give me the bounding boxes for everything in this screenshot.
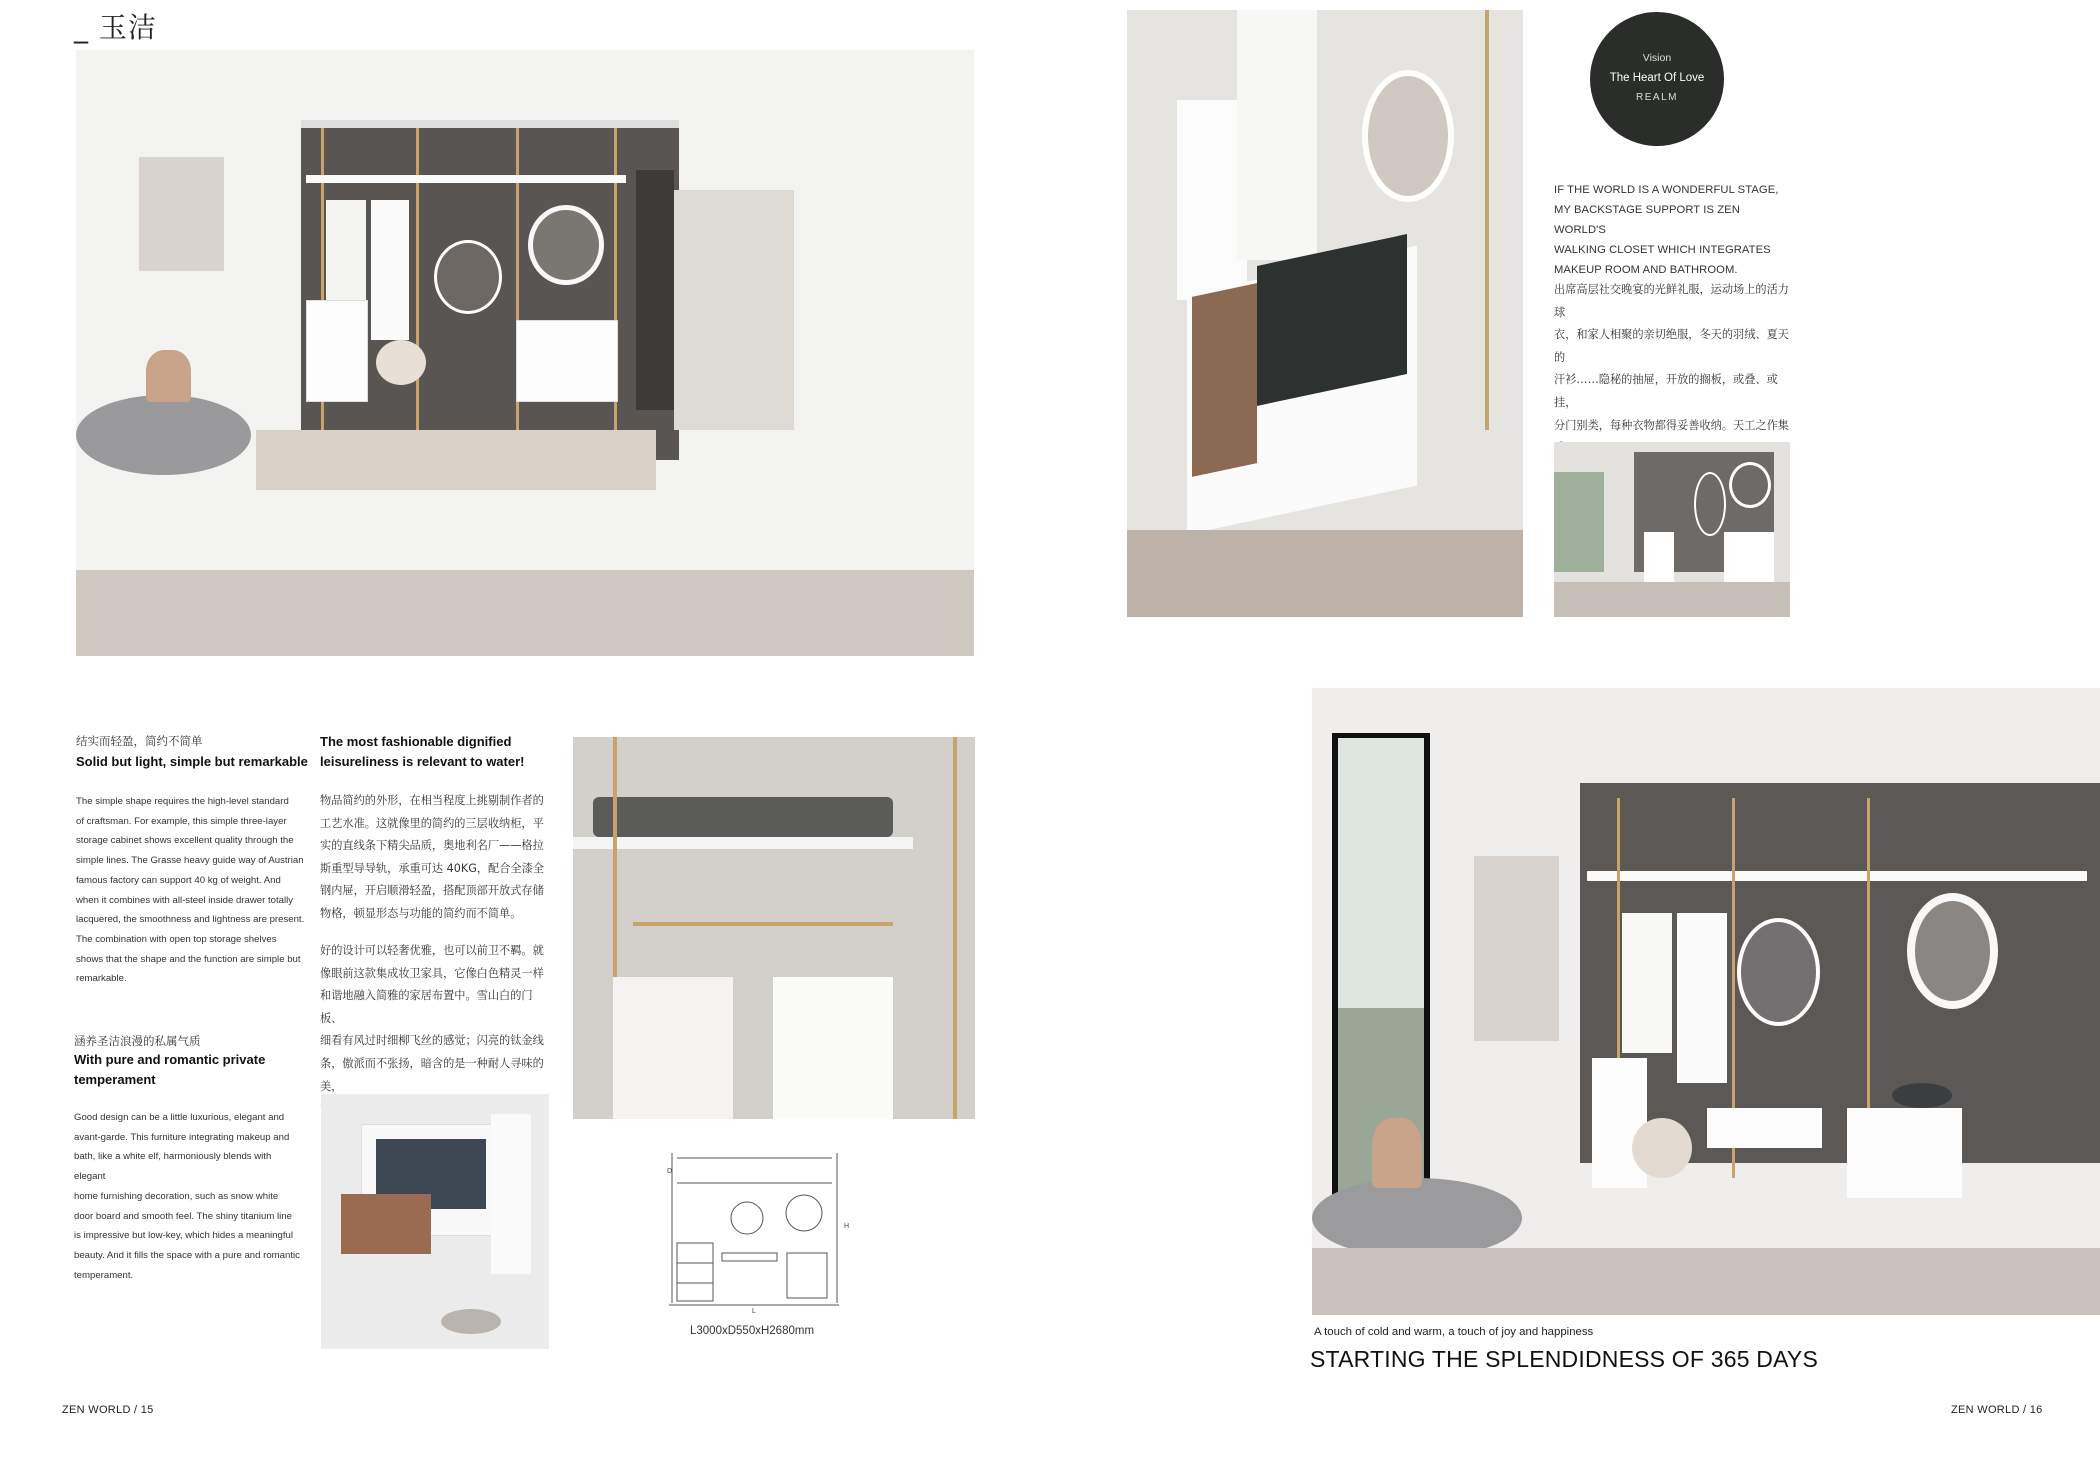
col1-en-heading-1: Solid but light, simple but remarkable [76, 754, 308, 769]
diagram-label-d: D [667, 1168, 673, 1175]
vanity-drawer-photo [1127, 10, 1523, 617]
drawer-detail-photo [321, 1094, 549, 1349]
hero-photo-closet [76, 50, 974, 656]
dimension-label: L3000xD550xH2680mm [690, 1325, 815, 1337]
footer-page-left: ZEN WORLD / 15 [62, 1404, 154, 1416]
col1-en-heading-2: With pure and romantic private temperament [74, 1052, 266, 1087]
diagram-label-h: H [844, 1223, 850, 1230]
vision-badge [1590, 12, 1724, 146]
diagram-label-l: L [752, 1308, 756, 1315]
brand-title: _ 玉洁 [74, 11, 157, 44]
badge-line-2: The Heart Of Love [1609, 72, 1705, 84]
closet-room-photo [1312, 688, 2100, 1315]
dimension-diagram [667, 1143, 855, 1315]
col1-cn-heading-1: 结实而轻盈，简约不简单 [76, 734, 203, 748]
stage-paragraph: IF THE WORLD IS A WONDERFUL STAGE, MY BACKSTAGE SUPPORT IS ZEN WORLD'S WALKING CLOSET WHICH INTEGRATES MAKEUP ROOM AND BATHROOM. [1554, 184, 1779, 276]
col1-cn-heading-2: 涵养圣洁浪漫的私属气质 [74, 1034, 201, 1048]
badge-line-1: Vision [1642, 52, 1672, 64]
col2-body-1: 物品简约的外形，在相当程度上挑剔制作者的 工艺水准。这就像里的简约的三层收纳柜，平 实的直线条下精尖品质，奥地利名厂——格拉 斯重型导导轨，承重可达 40KG，配合全漆全 钢内屉，开启顺滑轻盈，搭配顶部开放式存储 物格，顿显形态与功能的简约而不简单。 [320, 794, 544, 920]
stage-cn-paragraph: 出席高层社交晚宴的光鲜礼服，运动场上的活力球 衣，和家人相聚的亲切绝服，冬天的羽绒、夏天的 汗衫……隐秘的抽屉，开放的搁板，或叠、或挂， 分门别类，每种衣物都得妥善收纳。天工之作集 [1554, 283, 1789, 432]
badge-line-3: REALM [1636, 92, 1678, 103]
col1-body-2: Good design can be a little luxurious, elegant and avant-garde. This furniture integrating makeup and bath, like a white elf, harmoniously blends with elegant home furnishing decoration, such as snow white door board and smooth feel. The shiny titanium line is impressive but low-key, which hides a meaningful beauty. And it fills the space with a pure and romantic temperament. [74, 1112, 300, 1281]
photo-caption: A touch of cold and warm, a touch of joy and happiness [1314, 1326, 1594, 1338]
col2-en-heading: The most fashionable dignified leisureliness is relevant to water! [320, 734, 525, 769]
col2-body-2: 好的设计可以轻奢优雅，也可以前卫不羁。就 像眼前这款集成妆卫家具，它像白色精灵一样 和谐地融入简雅的家居布置中。雪山白的门板、 细看有风过时细柳飞丝的感觉；闪亮的钛金线 条，傲派而不张扬，暗含的是一种耐人寻味的美， [320, 944, 544, 1093]
footer-page-right: ZEN WORLD / 16 [1951, 1404, 2043, 1416]
closet-thumbnail-photo [1554, 442, 1790, 617]
hanging-clothes-photo [573, 737, 975, 1119]
headline: STARTING THE SPLENDIDNESS OF 365 DAYS [1310, 1346, 1818, 1372]
col1-body-1: The simple shape requires the high-level standard of craftsman. For example, this simple three-layer storage cabinet shows excellent quality through the simple lines. The Grasse heavy guide way of Austrian famous factory can support 40 kg of weight. And when it combines with all-steel inside drawer totally lacquered, the smoothness and lightness are present. The combination with open top storage shelves shows that the shape and the function are simple but remarkable. [76, 796, 305, 985]
